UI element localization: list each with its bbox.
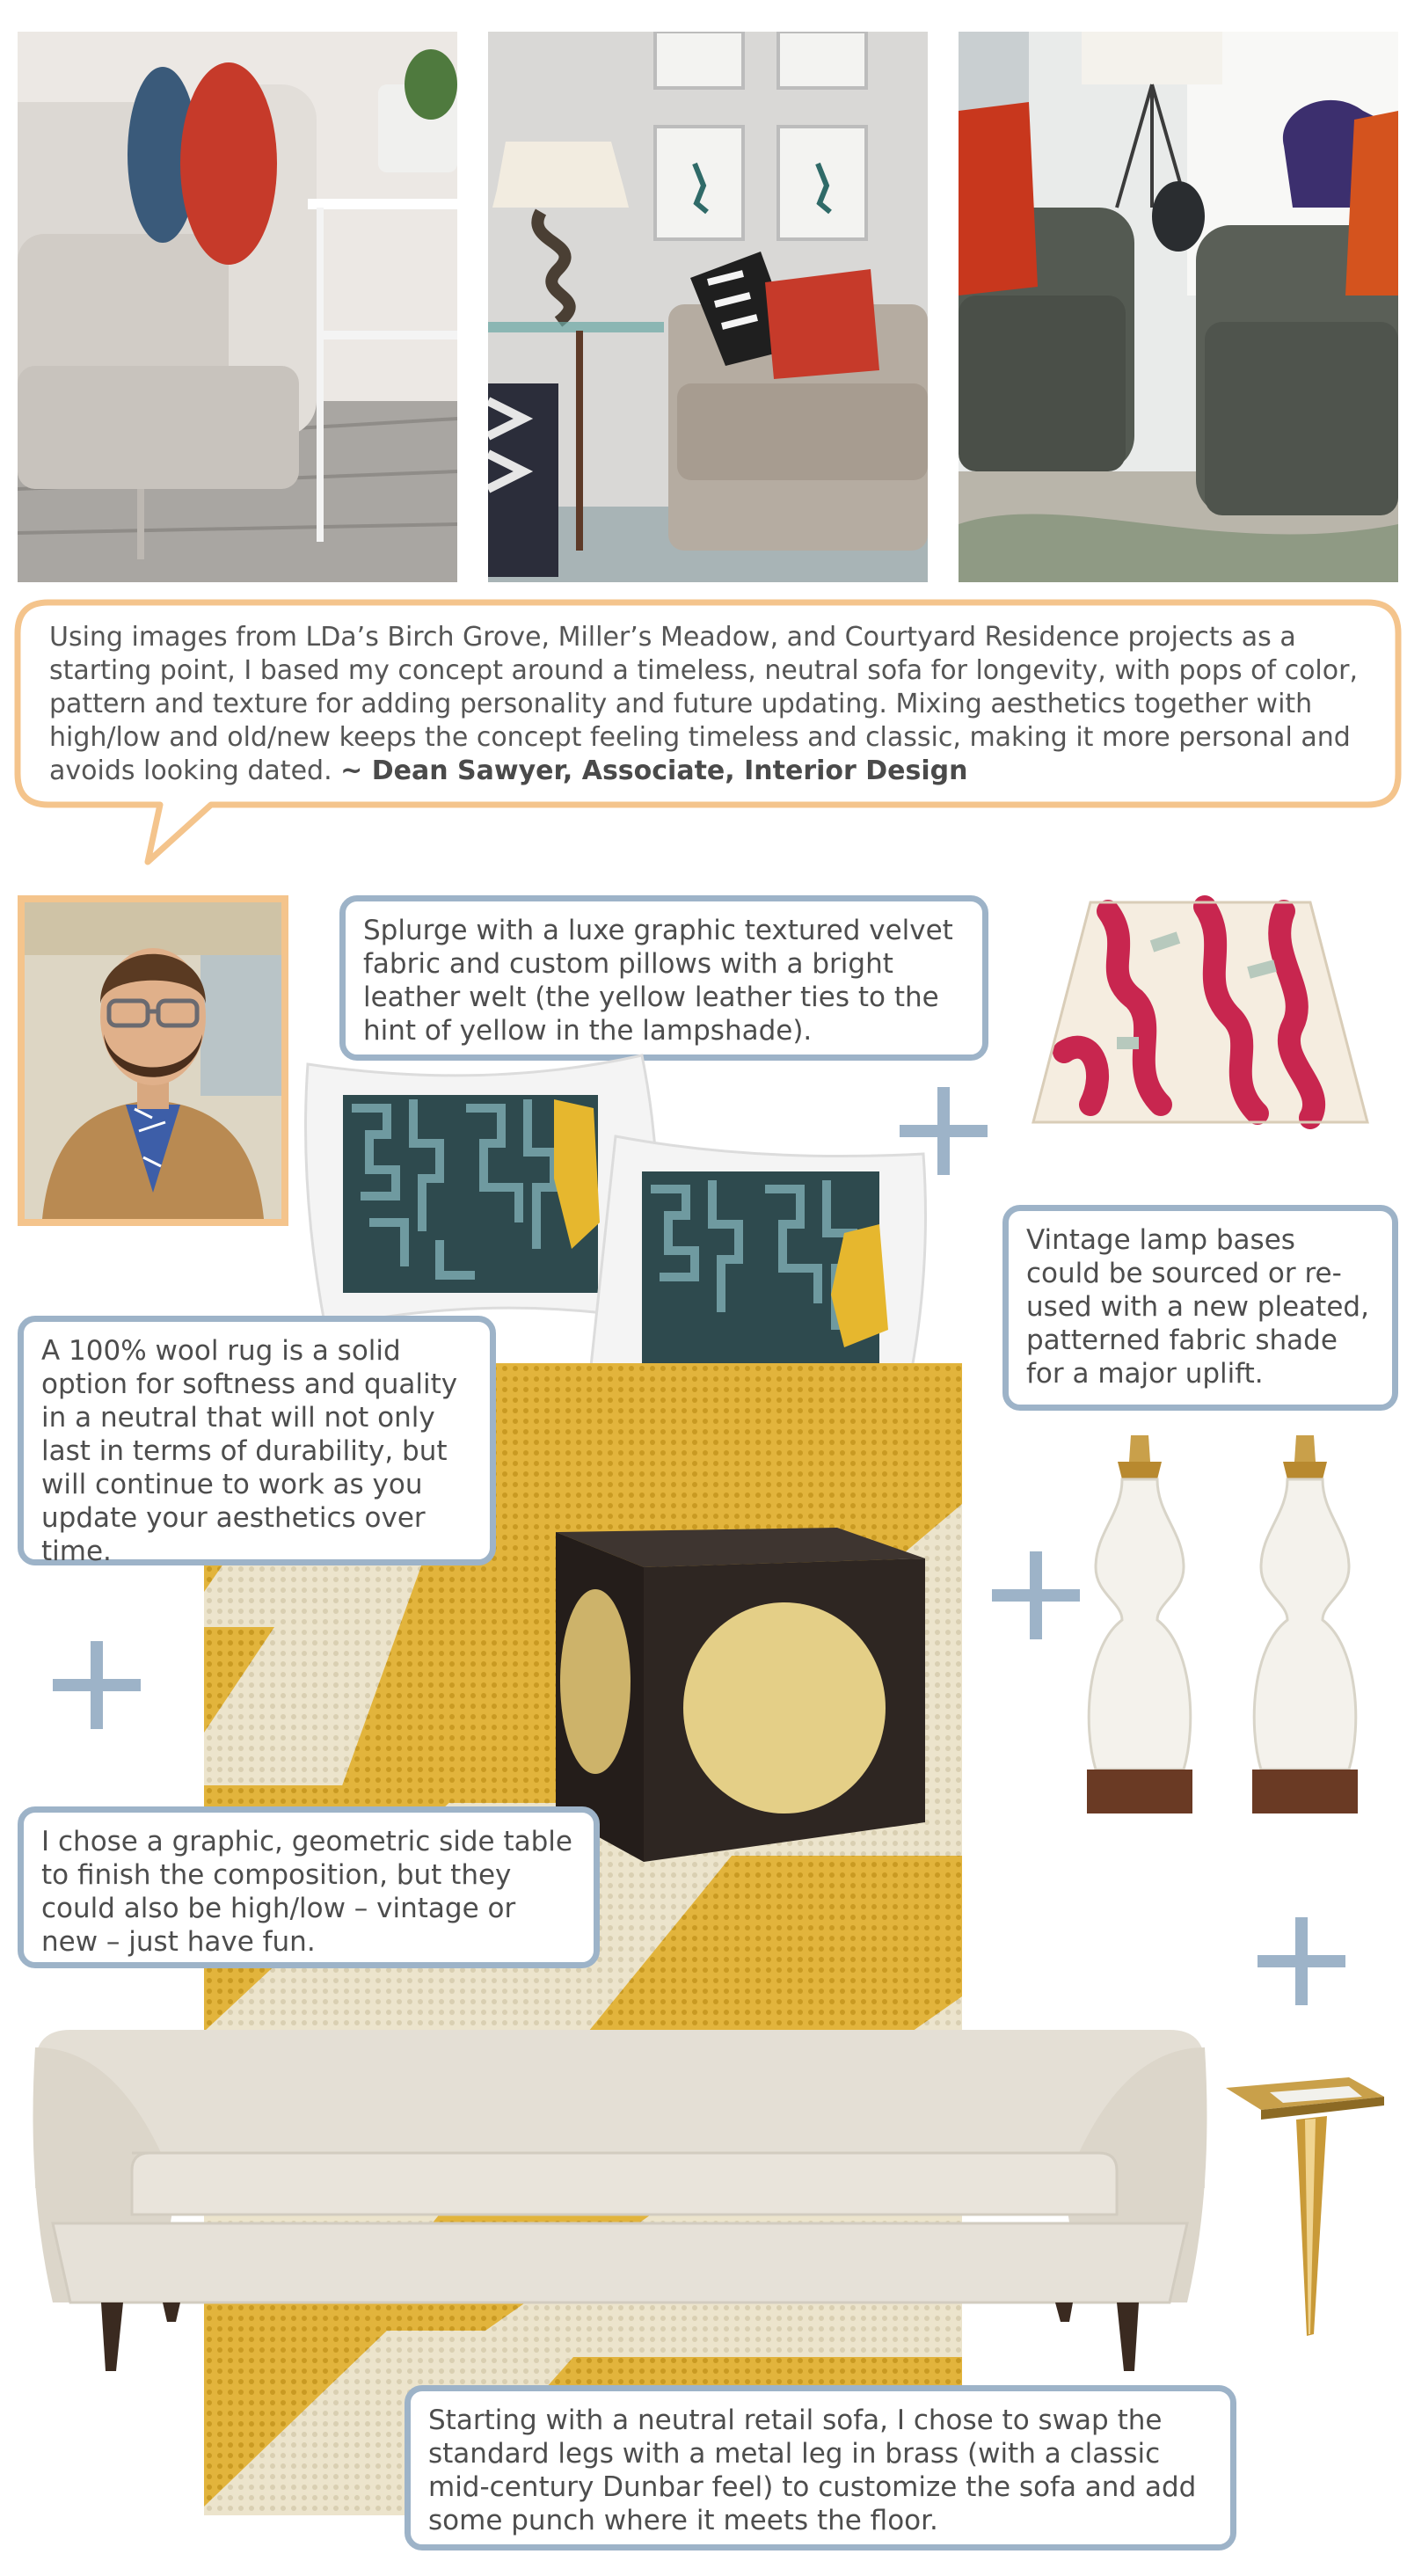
ceramic-lamp-base-left [1078,1435,1201,1849]
callout-rug: A 100% wool rug is a solid option for softness and quality in a neutral that will not only last in terms of durability, but will continue to work as you update your aesthetics over time. [18,1316,496,1565]
callout-pillows: Splurge with a luxe graphic textured velvet fabric and custom pillows with a bright leather welt (the yellow leather ties to the hint of yellow in the lampshade). [339,895,988,1061]
pleated-lampshade [1029,894,1372,1140]
quote-body: Using images from LDa’s Birch Grove, Miller’s Meadow, and Courtyard Residence projects as a starting point, I based my concept around a timeless, neutral sofa for longevity, with pops of color, pattern and texture for adding personality and future updating. Mixing aesthetics together with high/low and old/new keeps the concept feeling timeless and classic, making it more personal and avoids looking dated. [49,622,1358,786]
callout-sofa: Starting with a neutral retail sofa, I chose to swap the standard legs with a metal leg in brass (with a classic mid-century Dunbar feel) to customize the sofa and add some punch where it meets the floor. [405,2385,1236,2550]
callout-side-table: I chose a graphic, geometric side table to finish the composition, but they could also be high/low – vintage or new – just have fun. [18,1806,600,1968]
quote-text [49,621,1377,788]
brass-sofa-leg [1217,2070,1393,2352]
plus-icon [53,1641,141,1729]
neutral-sofa [18,2012,1222,2382]
project-photo-courtyard-residence [959,32,1398,582]
project-photo-millers-meadow [488,32,928,582]
designer-portrait [18,895,288,1226]
quote-attribution: ~ Dean Sawyer, Associate, Interior Design [340,755,968,786]
project-photo-birch-grove [18,32,457,582]
geometric-side-table [547,1523,934,1866]
plus-icon [900,1087,988,1175]
plus-icon [992,1551,1080,1639]
callout-lamps: Vintage lamp bases could be sourced or re-used with a new pleated, patterned fabric shade for a major uplift. [1002,1205,1398,1411]
plus-icon [1258,1917,1345,2005]
ceramic-lamp-base-right [1243,1435,1367,1849]
